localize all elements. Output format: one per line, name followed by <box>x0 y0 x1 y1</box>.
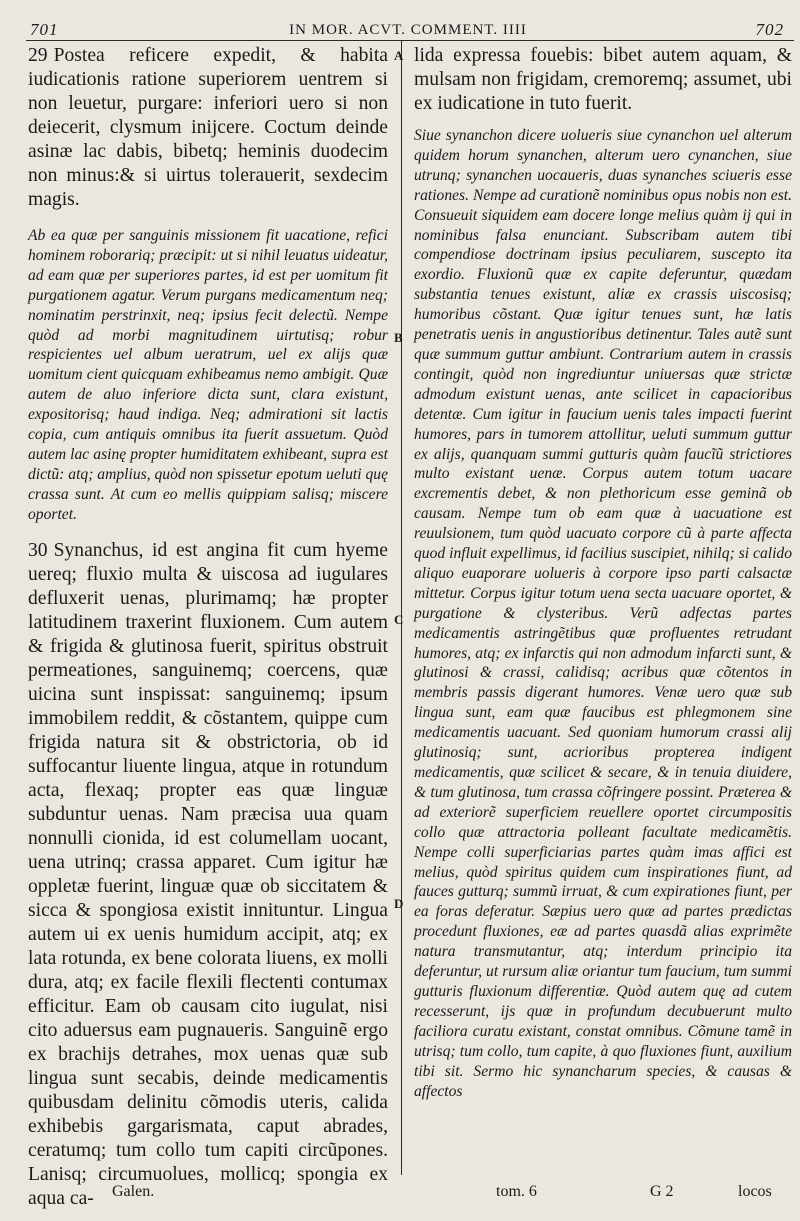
volume-note: tom. 6 <box>496 1183 537 1200</box>
header-rule <box>26 40 794 41</box>
margin-marker-d: D <box>394 896 404 911</box>
paragraph-gap <box>414 116 792 126</box>
margin-marker-b: B <box>394 330 403 345</box>
catchword: locos <box>738 1183 772 1200</box>
commentary-paragraph: Siue synanchon dicere uolueris siue cynanchon uel alterum quidem horum synanchen, alterum uero cynanchen, siue utrunq; synanchen uocaueris, duas synanches sciueris esse rationes. Nempe ad curationẽ nominibus opus nobis non est. Consueuit siquidem eam docere longe melius quàm ij qui in nominibus falsa enunciant. Subscribam autem tibi compendiose doctrinam ipsius peculiarem, suscepto ita exordio. Fluxionũ quæ ex capite deferuntur, quædam substantia tenues existunt, aliæ ex crassis uiscosisq; humoribus cõstant. Quæ igitur tenues sunt, hæ latis penetratis uenis in angustioribus detinentur. Tales autẽ sunt quæ summum guttur ambiunt. Contrarium autem in crassis contingit, quòd non ingrediuntur uniuersas quæ strictæ admodum existunt uenas, ante scilicet in capacioribus detentæ. Cum igitur in faucium uenis tales impacti fuerint humores, pars in tumorem attollitur, ueluti summum guttur ex alijs, quanquam summi gutturis quàm faucĩũ strictiores multo existant uenæ. Corpus autem totum uacare excrementis debet, & non plethoricum esse geminã ob causam. Nempe tum ob eam quæ à uacuatione est reuulsionem, tum quòd uacuato corpore cũ à parte affecta quod influit expellimus, id facilius suscipiet, nihilq; si calido aliquo euaporare uolueris à corpore ipso parti calsactæ mittetur. Corpus igitur totum uena secta uacuare oportet, & purgatione & clysteribus. Verũ adfectas partes medicamentis astringẽtibus quæ profluentes retrudant humores, atq; ex infarctis qui non admodum infarcti sunt, & glutinosi & crassi, calidisq; acribus quæ cõtentos in membris passis digerant humores. Venæ uero quæ sub lingua sunt, eam quæ faucibus est phlegmonem sine medicamentis uacuant. Sed quoniam humorum crassi alij glutinosiq; sunt, acrioribus propterea indigent medicamentis, quæ scilicet & secare, & in tenuia diuidere, & tum glutinosa, tum crassa cõfringere possint. Præterea & ad exteriorẽ superficiem reuellere oportet circumpositis collo quæ attractoria polleant facultate medicamẽtis. Nempe colli superficiarias partes quàm imas affici est melius, quòd spiritus quidem cum inspirationes fiunt, ad fauces gutturq; summũ irruat, & cum expirationes fiunt, per ea foras deferatur. Sæpius uero quæ ad partes prædictas procedunt fluxiones, eæ ad partes quasdã alias exprimẽte natura transmutantur, atq; interdum principio ita deferuntur, ut rursum aliæ oriantur tum faucium, tum summi gutturis fluxionum differentiæ. Quòd autem quę ad cutem recesserunt, ijs quæ in profundum decubuerunt multo faciliora curatu existant, constat omnibus. Cõmune tamẽ in utrisq; tum collo, tum capite, à quo fluxiones fiunt, auxilium tibi sit. Sermo hic synancharum species, & causas & affectos <box>414 127 792 1100</box>
page-number-right: 702 <box>755 20 784 39</box>
aphorism-30 <box>28 539 388 1211</box>
aphorism-number: 30 <box>28 539 48 561</box>
commentary-paragraph: Ab ea quæ per sanguinis missionem fit uacatione, refici hominem roborariq; præcipit: ut si nihil leuatus uideatur, ad eam quæ per superiores partes, id est per uomitum fit purgationem agatur. Verum purgans medicamentum neq; nominatim perstrinxit, neq; ipsius fecit delectũ. Nempe quòd ad morbi magnitudinem uirtutisq; robur respicientes uel album ueratrum, uel ex alijs quæ uomitum cient quicquam exhibeamus nemo ambigit. Quæ autem de aluo inferiore dicta sunt, clara existunt, expositorisq; haud indiga. Neq; admirationi sit lactis copia, cum antiquis omnibus ita fuerit assuetum. Quòd autem lac asinę propter humiditatem exhibeant, supra est dictũ: atq; amplius, quòd non spissetur epotum ueluti quę crassa sunt. At cum eo mellis quippiam salisq; miscere oportet. <box>28 227 388 523</box>
margin-marker-c: C <box>394 612 404 627</box>
aphorism-text: Synanchus, id est angina fit cum hyeme uereq; fluxio multa & uiscosa ad iugulares defluxerit uenas, plurimamq; hæ propter latitudinem traxerint fluxionem. Cum autem & frigida & glutinosa fuerit, spiritus obstruit permeationes, sanguinemq; coercens, quæ uicina sunt inspissat: sanguinemq; ipsum immobilem reddit, & cõstantem, quippe cum frigida natura sit & obstrictoria, ob id suffocantur liuente lingua, atque in rotundum acta, flexaq; propter eas quæ linguæ subduntur uenas. Nam præcisa uua quam nonnulli cionida, id est columellam uocant, uena utrinq; crassa apparet. Cum igitur hæ oppletæ fuerint, linguæ quæ ob siccitatem & sicca & spongiosa existit innituntur. Lingua autem ui ex uenis humidum accipit, atq; ex lata rotunda, ex bene colorata liuens, ex molli dura, atq; ex facile flexili flectenti contumax efficitur. Eam ob causam cito iugulat, nisi cito aduersus eam pugnaueris. Sanguinẽ ergo ex brachijs detrahes, mox uenas quæ sub lingua sunt secabis, deinde medicamentis quibusdam delinitu cõmodis uteris, calida exhibebis gargarismata, caput abrades, ceratumq; tum collo tum capiti circũpones. Lanisq; circumuolues, mollicq; spongia ex aqua ca- <box>28 539 388 1209</box>
page-number-left: 701 <box>30 20 59 39</box>
paragraph-gap <box>28 525 388 539</box>
column-divider <box>401 40 402 1175</box>
aphorism-29 <box>28 44 388 212</box>
aphorism-number: 29 <box>28 45 48 66</box>
paragraph-gap <box>28 212 388 226</box>
aphorism-text: Postea reficere expedit, & habita iudicationis ratione superiorem uentrem si non leuetur, purgare: inferiori uero si non deiecerit, clysmum inijcere. Coctum deinde asinæ lac dabis, bibetq; heminis duodecim non minus:& si uirtus tolerauerit, sexdecim magis. <box>28 45 388 210</box>
running-title: IN MOR. ACVT. COMMENT. IIII <box>289 22 527 38</box>
right-column <box>414 44 792 1182</box>
running-header <box>26 18 790 42</box>
signature-mark: G 2 <box>650 1183 674 1200</box>
catchword-author: Galen. <box>112 1183 155 1200</box>
margin-marker-a: A <box>394 48 404 63</box>
aphorism-continuation: lida expressa fouebis: bibet autem aquam, & mulsam non frigidam, cremoremq; assumet, ubi ex iudicatione in tuto fuerit. <box>414 45 792 114</box>
